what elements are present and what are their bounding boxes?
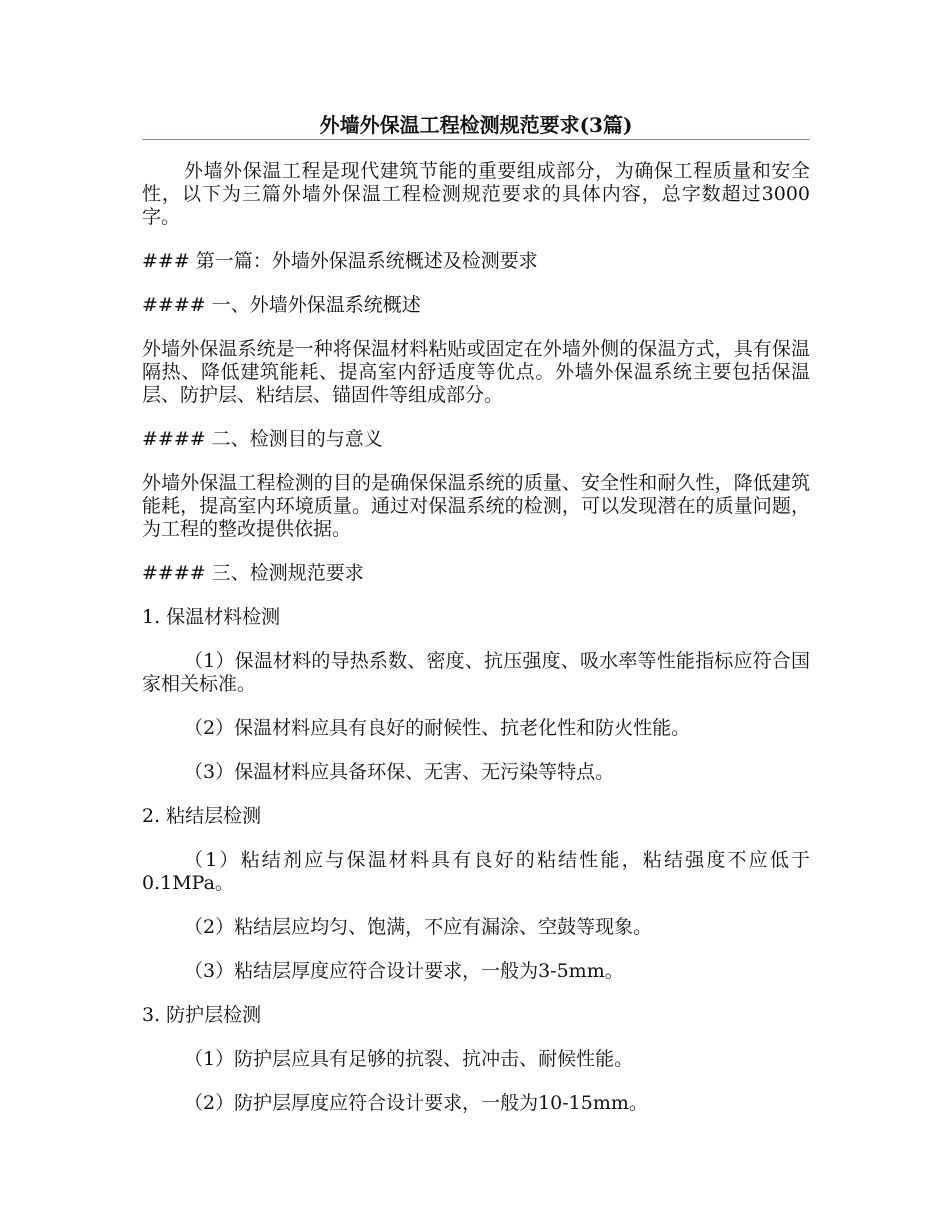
section2-paragraph: 外墙外保温工程检测的目的是确保保温系统的质量、安全性和耐久性，降低建筑能耗，提高室内环境质量。通过对保温系统的检测，可以发现潜在的质量问题，为工程的整改提供依据。 bbox=[142, 472, 810, 540]
item1-heading: 1. 保温材料检测 bbox=[142, 606, 281, 628]
item2-point-1: （1）粘结剂应与保温材料具有良好的粘结性能，粘结强度不应低于0.1MPa。 bbox=[142, 849, 810, 894]
section2-heading: #### 二、检测目的与意义 bbox=[142, 428, 383, 450]
item2-point-3: （3）粘结层厚度应符合设计要求，一般为3-5mm。 bbox=[184, 960, 624, 982]
document-title: 外墙外保温工程检测规范要求(3篇) bbox=[319, 113, 633, 137]
item1-point-1: （1）保温材料的导热系数、密度、抗压强度、吸水率等性能指标应符合国家相关标准。 bbox=[142, 650, 810, 695]
item1-point-2: （2）保温材料应具有良好的耐候性、抗老化性和防火性能。 bbox=[184, 717, 691, 739]
section1-heading: #### 一、外墙外保温系统概述 bbox=[142, 294, 421, 316]
intro-paragraph: 外墙外保温工程是现代建筑节能的重要组成部分，为确保工程质量和安全性，以下为三篇外墙外保温工程检测规范要求的具体内容，总字数超过3000字。 bbox=[142, 160, 810, 228]
section1-paragraph: 外墙外保温系统是一种将保温材料粘贴或固定在外墙外侧的保温方式，具有保温隔热、降低建筑能耗、提高室内舒适度等优点。外墙外保温系统主要包括保温层、防护层、粘结层、锚固件等组成部分。 bbox=[142, 338, 810, 406]
part1-heading: ### 第一篇：外墙外保温系统概述及检测要求 bbox=[142, 250, 538, 272]
item1-point-3: （3）保温材料应具备环保、无害、无污染等特点。 bbox=[184, 761, 615, 783]
item3-heading: 3. 防护层检测 bbox=[142, 1004, 262, 1026]
item2-point-2: （2）粘结层应均匀、饱满，不应有漏涂、空鼓等现象。 bbox=[184, 916, 653, 938]
section3-heading: #### 三、检测规范要求 bbox=[142, 562, 364, 584]
document-body bbox=[142, 160, 810, 1136]
title-divider bbox=[142, 139, 810, 140]
item2-heading: 2. 粘结层检测 bbox=[142, 805, 262, 827]
item3-point-2: （2）防护层厚度应符合设计要求，一般为10-15mm。 bbox=[184, 1092, 648, 1114]
item3-point-1: （1）防护层应具有足够的抗裂、抗冲击、耐候性能。 bbox=[184, 1048, 634, 1070]
